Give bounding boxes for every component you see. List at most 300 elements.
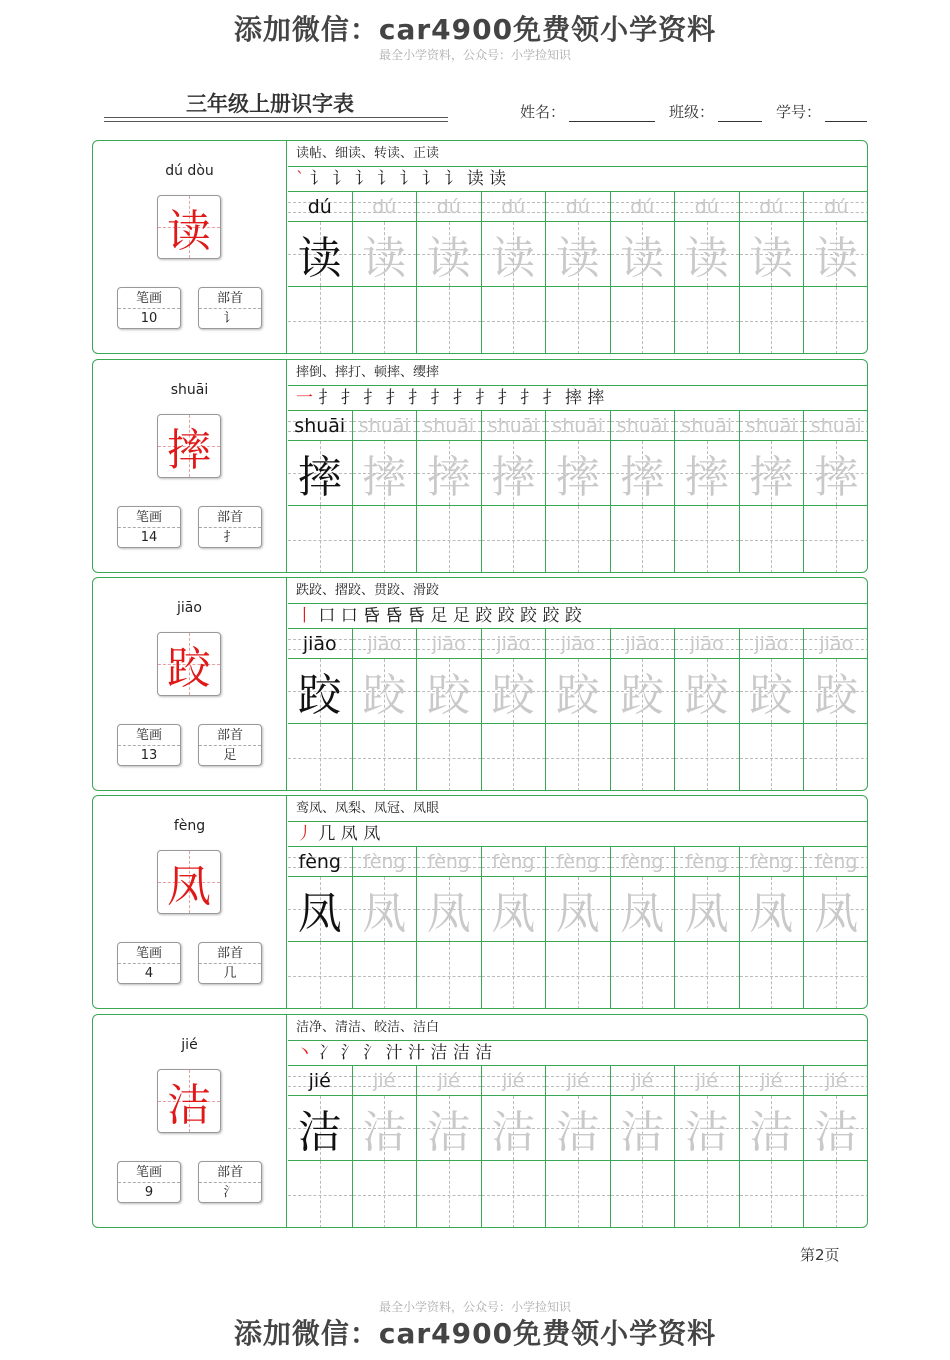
student-fields <box>520 101 867 122</box>
practice-pinyin-cell[interactable] <box>417 629 481 659</box>
practice-pinyin-cell[interactable] <box>675 192 739 222</box>
trace-cell[interactable] <box>417 659 481 724</box>
stroke-sequence: 扌 扌 扌 扌 扌 扌 扌 扌 扌 扌 扌 摔 摔 <box>313 388 605 408</box>
trace-cell[interactable] <box>288 1096 352 1161</box>
trace-cell[interactable] <box>675 877 739 942</box>
number-field[interactable] <box>776 101 867 122</box>
trace-character: 摔 <box>426 452 471 503</box>
title-underline <box>104 117 448 118</box>
stroke-count-label: 笔画 <box>118 507 180 528</box>
practice-column <box>804 411 868 573</box>
trace-cell[interactable] <box>482 222 546 287</box>
practice-pinyin-cell[interactable] <box>482 411 546 441</box>
trace-cell[interactable] <box>482 441 546 506</box>
practice-pinyin-cell[interactable] <box>611 1066 675 1096</box>
practice-pinyin-cell[interactable] <box>804 847 868 877</box>
stroke-count-box <box>117 506 181 548</box>
trace-cell[interactable] <box>482 659 546 724</box>
practice-column <box>482 1066 547 1228</box>
practice-pinyin-cell[interactable] <box>353 192 417 222</box>
trace-character: 跤 <box>426 670 471 721</box>
trace-cell[interactable] <box>546 877 610 942</box>
trace-cell[interactable] <box>740 659 804 724</box>
practice-pinyin: jié <box>502 1070 525 1092</box>
trace-character: 洁 <box>814 1107 859 1158</box>
blank-writing-cell[interactable] <box>740 506 804 573</box>
blank-writing-cell[interactable] <box>546 506 610 573</box>
blank-writing-cell[interactable] <box>353 1161 417 1228</box>
practice-pinyin-cell[interactable] <box>804 1066 868 1096</box>
practice-grid <box>288 1066 867 1228</box>
main-character: 洁 <box>167 1080 211 1131</box>
practice-column <box>288 192 353 354</box>
faint-subtitle-top: 最全小学资料，公众号：小学捡知识 <box>378 48 571 62</box>
stroke-count-value: 13 <box>140 748 158 763</box>
radical-label: 部首 <box>199 725 261 746</box>
main-character: 摔 <box>167 425 211 476</box>
blank-writing-cell[interactable] <box>417 724 481 791</box>
practice-pinyin: shuāi <box>616 415 668 437</box>
stroke-first: 丿 <box>296 824 313 844</box>
trace-character: 跤 <box>749 670 794 721</box>
blank-writing-cell[interactable] <box>353 724 417 791</box>
trace-character: 读 <box>426 233 471 284</box>
practice-pinyin: dú <box>759 196 784 218</box>
trace-character: 洁 <box>749 1107 794 1158</box>
blank-writing-cell[interactable] <box>740 724 804 791</box>
practice-pinyin-cell[interactable] <box>675 1066 739 1096</box>
stroke-first: 丨 <box>296 606 313 626</box>
practice-pinyin: fèng <box>556 851 599 873</box>
practice-pinyin: shuāi <box>358 415 410 437</box>
practice-pinyin: jié <box>825 1070 848 1092</box>
banner-bottom: 添加微信：car4900免费领小学资料 <box>233 1317 717 1350</box>
blank-writing-cell[interactable] <box>482 1161 546 1228</box>
blank-writing-cell[interactable] <box>482 724 546 791</box>
trace-character: 洁 <box>297 1107 342 1158</box>
blank-writing-cell[interactable] <box>482 287 546 354</box>
trace-cell[interactable] <box>417 877 481 942</box>
character-pinyin: shuāi <box>170 382 209 398</box>
practice-area <box>288 578 867 790</box>
practice-column <box>546 847 611 1009</box>
trace-cell[interactable] <box>288 441 352 506</box>
practice-grid <box>288 629 867 791</box>
trace-cell[interactable] <box>740 222 804 287</box>
trace-character: 摔 <box>362 452 407 503</box>
practice-pinyin: shuāi <box>745 415 797 437</box>
blank-writing-cell[interactable] <box>417 1161 481 1228</box>
class-field[interactable] <box>669 101 762 122</box>
trace-character: 跤 <box>491 670 536 721</box>
blank-writing-cell[interactable] <box>804 506 868 573</box>
stroke-count-value: 14 <box>140 530 158 545</box>
practice-pinyin-cell[interactable] <box>288 192 352 222</box>
character-card <box>92 359 868 573</box>
page-number: 第2页 <box>800 1246 840 1264</box>
trace-character: 凤 <box>362 888 407 939</box>
trace-cell[interactable] <box>546 1096 610 1161</box>
practice-pinyin-cell[interactable] <box>353 629 417 659</box>
practice-pinyin: shuāi <box>810 415 862 437</box>
character-info <box>93 578 287 790</box>
practice-pinyin: shuāi <box>423 415 475 437</box>
trace-cell[interactable] <box>804 877 868 942</box>
practice-pinyin-cell[interactable] <box>675 411 739 441</box>
trace-cell[interactable] <box>546 222 610 287</box>
trace-cell[interactable] <box>675 659 739 724</box>
practice-pinyin-cell[interactable] <box>482 1066 546 1096</box>
trace-character: 摔 <box>620 452 665 503</box>
practice-pinyin-cell[interactable] <box>353 1066 417 1096</box>
practice-column <box>353 192 418 354</box>
practice-pinyin: jié <box>437 1070 460 1092</box>
practice-pinyin-cell[interactable] <box>353 411 417 441</box>
radical-value: 氵 <box>223 1185 237 1200</box>
blank-writing-cell[interactable] <box>288 724 352 791</box>
example-words: 鸾凤、凤梨、凤冠、凤眼 <box>288 796 867 822</box>
practice-pinyin: dú <box>694 196 719 218</box>
practice-pinyin-cell[interactable] <box>740 411 804 441</box>
title-underline-2 <box>104 121 448 122</box>
blank-writing-cell[interactable] <box>353 506 417 573</box>
stroke-count-label: 笔画 <box>118 288 180 309</box>
class-blank[interactable] <box>718 106 762 122</box>
practice-pinyin-cell[interactable] <box>611 847 675 877</box>
practice-column <box>546 629 611 791</box>
trace-cell[interactable] <box>740 1096 804 1161</box>
trace-character: 跤 <box>814 670 859 721</box>
trace-character: 凤 <box>555 888 600 939</box>
stroke-order <box>288 386 867 411</box>
practice-pinyin: jié <box>566 1070 589 1092</box>
trace-cell[interactable] <box>611 441 675 506</box>
trace-cell[interactable] <box>611 222 675 287</box>
practice-pinyin: jié <box>631 1070 654 1092</box>
practice-column <box>482 629 547 791</box>
practice-pinyin-cell[interactable] <box>288 847 352 877</box>
practice-pinyin: fèng <box>363 851 406 873</box>
blank-writing-cell[interactable] <box>611 724 675 791</box>
practice-pinyin: fèng <box>621 851 664 873</box>
trace-character: 读 <box>555 233 600 284</box>
practice-pinyin-cell[interactable] <box>740 1066 804 1096</box>
blank-writing-cell[interactable] <box>611 287 675 354</box>
blank-writing-cell[interactable] <box>675 724 739 791</box>
practice-pinyin-cell[interactable] <box>417 847 481 877</box>
blank-writing-cell[interactable] <box>546 942 610 1009</box>
practice-pinyin-cell[interactable] <box>482 192 546 222</box>
radical-box <box>198 506 262 548</box>
trace-character: 凤 <box>426 888 471 939</box>
faint-subtitle-bottom: 最全小学资料，公众号：小学捡知识 <box>378 1300 571 1314</box>
practice-pinyin: jié <box>760 1070 783 1092</box>
character-info <box>93 796 287 1008</box>
practice-pinyin: dú <box>824 196 849 218</box>
blank-writing-cell[interactable] <box>611 942 675 1009</box>
practice-area <box>288 360 867 572</box>
blank-writing-cell[interactable] <box>611 506 675 573</box>
trace-cell[interactable] <box>804 441 868 506</box>
character-info <box>93 141 287 353</box>
practice-pinyin-cell[interactable] <box>546 629 610 659</box>
blank-writing-cell[interactable] <box>546 1161 610 1228</box>
blank-writing-cell[interactable] <box>288 287 352 354</box>
practice-pinyin-cell[interactable] <box>546 847 610 877</box>
character-info <box>93 1015 287 1227</box>
practice-pinyin: shuāi <box>552 415 604 437</box>
blank-writing-cell[interactable] <box>288 506 352 573</box>
practice-pinyin: jiāo <box>625 633 660 655</box>
practice-column <box>740 1066 805 1228</box>
stroke-first: 丶 <box>296 1043 313 1063</box>
practice-area <box>288 1015 867 1227</box>
practice-column <box>353 629 418 791</box>
blank-writing-cell[interactable] <box>804 1161 868 1228</box>
practice-pinyin-cell[interactable] <box>611 629 675 659</box>
trace-character: 洁 <box>684 1107 729 1158</box>
blank-writing-cell[interactable] <box>417 506 481 573</box>
practice-pinyin: dú <box>372 196 397 218</box>
main-character: 凤 <box>167 861 211 912</box>
trace-character: 跤 <box>297 670 342 721</box>
practice-pinyin-cell[interactable] <box>675 629 739 659</box>
radical-value: 扌 <box>223 530 237 545</box>
practice-pinyin-cell[interactable] <box>288 411 352 441</box>
blank-writing-cell[interactable] <box>611 1161 675 1228</box>
blank-writing-cell[interactable] <box>675 1161 739 1228</box>
trace-cell[interactable] <box>675 222 739 287</box>
practice-column <box>611 629 676 791</box>
blank-writing-cell[interactable] <box>417 942 481 1009</box>
blank-writing-cell[interactable] <box>546 724 610 791</box>
practice-column <box>546 411 611 573</box>
practice-column <box>417 1066 482 1228</box>
trace-cell[interactable] <box>353 441 417 506</box>
trace-cell[interactable] <box>288 222 352 287</box>
practice-column <box>804 629 868 791</box>
practice-pinyin: fèng <box>427 851 470 873</box>
practice-pinyin-cell[interactable] <box>288 629 352 659</box>
trace-cell[interactable] <box>740 441 804 506</box>
practice-grid <box>288 192 867 354</box>
practice-column <box>353 1066 418 1228</box>
trace-cell[interactable] <box>417 222 481 287</box>
practice-area <box>288 796 867 1008</box>
trace-character: 洁 <box>620 1107 665 1158</box>
practice-pinyin: shuāi <box>294 415 346 437</box>
blank-writing-cell[interactable] <box>740 287 804 354</box>
trace-character: 跤 <box>684 670 729 721</box>
practice-pinyin-cell[interactable] <box>740 192 804 222</box>
trace-cell[interactable] <box>353 877 417 942</box>
trace-cell[interactable] <box>482 877 546 942</box>
practice-pinyin-cell[interactable] <box>611 411 675 441</box>
practice-column <box>740 411 805 573</box>
practice-pinyin-cell[interactable] <box>804 192 868 222</box>
character-pinyin: jié <box>181 1037 198 1053</box>
blank-writing-cell[interactable] <box>288 942 352 1009</box>
character-box <box>157 414 221 478</box>
trace-cell[interactable] <box>804 659 868 724</box>
practice-column <box>288 847 353 1009</box>
blank-writing-cell[interactable] <box>482 942 546 1009</box>
practice-pinyin: jié <box>373 1070 396 1092</box>
blank-writing-cell[interactable] <box>288 1161 352 1228</box>
practice-column <box>611 192 676 354</box>
character-box <box>157 850 221 914</box>
practice-grid <box>288 411 867 573</box>
trace-character: 摔 <box>297 452 342 503</box>
main-character: 读 <box>167 206 211 257</box>
number-blank[interactable] <box>825 106 867 122</box>
trace-cell[interactable] <box>546 441 610 506</box>
practice-pinyin: fèng <box>750 851 793 873</box>
blank-writing-cell[interactable] <box>353 942 417 1009</box>
blank-writing-cell[interactable] <box>804 942 868 1009</box>
trace-cell[interactable] <box>417 441 481 506</box>
trace-cell[interactable] <box>804 222 868 287</box>
radical-box <box>198 287 262 329</box>
stroke-count-label: 笔画 <box>118 1162 180 1183</box>
trace-cell[interactable] <box>482 1096 546 1161</box>
trace-character: 洁 <box>491 1107 536 1158</box>
trace-character: 摔 <box>555 452 600 503</box>
trace-cell[interactable] <box>611 1096 675 1161</box>
trace-cell[interactable] <box>740 877 804 942</box>
trace-cell[interactable] <box>804 1096 868 1161</box>
radical-box <box>198 942 262 984</box>
practice-pinyin-cell[interactable] <box>675 847 739 877</box>
practice-column <box>740 192 805 354</box>
practice-column <box>611 847 676 1009</box>
practice-pinyin: jiāo <box>302 633 337 655</box>
blank-writing-cell[interactable] <box>740 1161 804 1228</box>
blank-writing-cell[interactable] <box>740 942 804 1009</box>
character-pinyin: jiāo <box>177 600 202 616</box>
stroke-sequence: 口 口 𠯑 𠯑 𠯑 足 足 跤 跤 跤 跤 跤 <box>313 606 582 626</box>
practice-column <box>740 629 805 791</box>
character-pinyin: dú dòu <box>165 163 214 179</box>
practice-pinyin-cell[interactable] <box>546 411 610 441</box>
practice-pinyin: dú <box>307 196 332 218</box>
blank-writing-cell[interactable] <box>675 942 739 1009</box>
practice-column <box>482 847 547 1009</box>
trace-cell[interactable] <box>288 877 352 942</box>
blank-writing-cell[interactable] <box>675 287 739 354</box>
trace-cell[interactable] <box>353 222 417 287</box>
radical-box <box>198 1161 262 1203</box>
practice-pinyin-cell[interactable] <box>740 629 804 659</box>
practice-column <box>417 629 482 791</box>
practice-pinyin: dú <box>630 196 655 218</box>
radical-value: 几 <box>223 966 237 981</box>
blank-writing-cell[interactable] <box>804 287 868 354</box>
trace-cell[interactable] <box>546 659 610 724</box>
practice-pinyin-cell[interactable] <box>353 847 417 877</box>
trace-character: 跤 <box>362 670 407 721</box>
practice-pinyin-cell[interactable] <box>417 192 481 222</box>
trace-cell[interactable] <box>611 877 675 942</box>
practice-pinyin: jiāo <box>560 633 595 655</box>
trace-cell[interactable] <box>675 441 739 506</box>
practice-pinyin-cell[interactable] <box>417 411 481 441</box>
radical-label: 部首 <box>199 507 261 528</box>
trace-character: 读 <box>684 233 729 284</box>
practice-pinyin: dú <box>501 196 526 218</box>
trace-character: 读 <box>491 233 536 284</box>
trace-cell[interactable] <box>353 1096 417 1161</box>
blank-writing-cell[interactable] <box>546 287 610 354</box>
practice-pinyin-cell[interactable] <box>740 847 804 877</box>
stroke-first: 一 <box>296 388 313 408</box>
practice-pinyin-cell[interactable] <box>546 1066 610 1096</box>
trace-cell[interactable] <box>675 1096 739 1161</box>
name-blank[interactable] <box>569 106 655 122</box>
trace-character: 读 <box>362 233 407 284</box>
trace-cell[interactable] <box>611 659 675 724</box>
practice-pinyin-cell[interactable] <box>804 629 868 659</box>
main-character: 跤 <box>167 643 211 694</box>
trace-character: 凤 <box>620 888 665 939</box>
character-info <box>93 360 287 572</box>
blank-writing-cell[interactable] <box>353 287 417 354</box>
practice-pinyin-cell[interactable] <box>804 411 868 441</box>
practice-column <box>288 1066 353 1228</box>
blank-writing-cell[interactable] <box>482 506 546 573</box>
stroke-order <box>288 1041 867 1066</box>
radical-label: 部首 <box>199 1162 261 1183</box>
practice-pinyin-cell[interactable] <box>417 1066 481 1096</box>
stroke-count-box <box>117 942 181 984</box>
trace-character: 摔 <box>749 452 794 503</box>
practice-column <box>675 411 740 573</box>
practice-pinyin-cell[interactable] <box>482 847 546 877</box>
blank-writing-cell[interactable] <box>417 287 481 354</box>
practice-column <box>804 192 868 354</box>
radical-value: 讠 <box>223 311 237 326</box>
practice-pinyin-cell[interactable] <box>288 1066 352 1096</box>
stroke-count-value: 10 <box>140 311 158 326</box>
character-box <box>157 195 221 259</box>
trace-character: 洁 <box>426 1107 471 1158</box>
practice-pinyin-cell[interactable] <box>482 629 546 659</box>
trace-character: 跤 <box>555 670 600 721</box>
practice-pinyin-cell[interactable] <box>546 192 610 222</box>
stroke-sequence: 冫 氵 氵 汁 汁 洁 洁 洁 <box>313 1043 493 1063</box>
stroke-first: ` <box>296 169 305 189</box>
stroke-count-box <box>117 287 181 329</box>
practice-pinyin-cell[interactable] <box>611 192 675 222</box>
name-field[interactable] <box>520 101 655 122</box>
character-pinyin: fèng <box>173 818 206 834</box>
practice-column <box>546 192 611 354</box>
trace-cell[interactable] <box>417 1096 481 1161</box>
practice-column <box>675 192 740 354</box>
trace-cell[interactable] <box>353 659 417 724</box>
trace-character: 凤 <box>684 888 729 939</box>
practice-pinyin: jiāo <box>431 633 466 655</box>
practice-column <box>417 192 482 354</box>
blank-writing-cell[interactable] <box>804 724 868 791</box>
practice-area <box>288 141 867 353</box>
trace-character: 凤 <box>749 888 794 939</box>
practice-column <box>288 629 353 791</box>
trace-cell[interactable] <box>288 659 352 724</box>
blank-writing-cell[interactable] <box>675 506 739 573</box>
practice-pinyin: jiāo <box>367 633 402 655</box>
stroke-sequence: 讠 讠 讠 讠 讠 讠 讠 读 读 <box>304 169 507 189</box>
